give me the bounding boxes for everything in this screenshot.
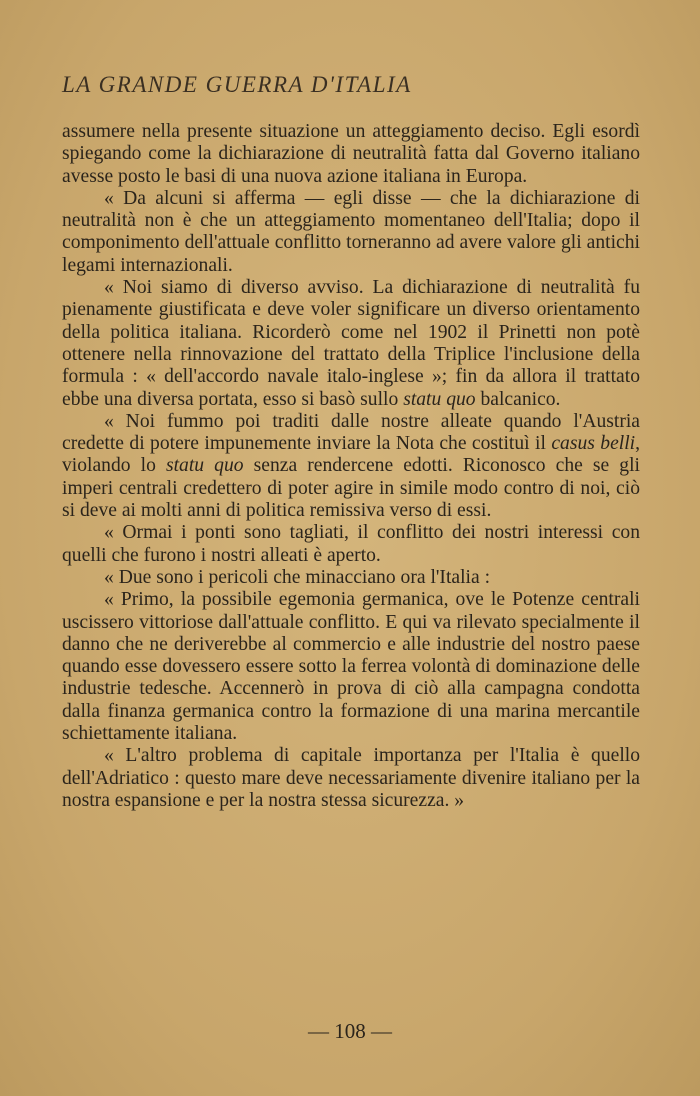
paragraph-text: « Noi fummo poi traditi dalle nostre alleate quando l'Austria credette di potere impunemente inviare la Nota che costituì il [62,410,640,455]
paragraph-text: balcanico. [475,388,561,410]
paragraph-quote-7: « L'altro problema di capitale importanza per l'Italia è quello dell'Adriatico : questo mare deve necessariamente divenire italiano per la nostra espansione e per la nostra stessa sicurezza. » [62,745,640,811]
latin-phrase: statu quo [403,388,476,410]
page-number: — 108 — [308,1019,392,1043]
paragraph-text: « Noi siamo di diverso avviso. La dichiarazione di neutralità fu pienamente giustificata e deve voler significare un diverso orientamento della politica italiana. Ricorderò come nel 1902 il Prinetti non potè ottenere nella rinnovazione del trattato della Triplice l'inclusione della formula : « dell'accordo navale italo-inglese »; fin da allora il trattato ebbe una diversa portata, esso si basò sullo [62,277,640,410]
latin-phrase: statu quo [165,455,244,477]
paragraph-quote-1: « Da alcuni si afferma — egli disse — che la dichiarazione di neutralità non è che un atteggiamento momentaneo dell'Italia; dopo il componimento dell'attuale conflitto torneranno ad avere valore gli antichi legami internazionali. [62,187,640,276]
latin-phrase: casus belli [551,433,636,455]
paragraph-text: , violando lo [62,433,641,477]
paragraph-quote-2 [62,277,640,411]
running-title: LA GRANDE GUERRA D'ITALIA [62,72,412,97]
paragraph-text: senza rendercene edotti. Riconosco che se gli imperi centrali credettero di poter agire in simile modo contro di noi, ciò si deve ai molti anni di politica remissiva verso di essi. [62,455,640,522]
paragraph-quote-3 [62,411,640,522]
paragraph-quote-4: « Ormai i ponti sono tagliati, il conflitto dei nostri interessi con quelli che furono i nostri alleati è aperto. [62,522,640,566]
paragraph-continuation: assumere nella presente situazione un atteggiamento deciso. Egli esordì spiegando come la dichiarazione di neutralità fatta dal Governo italiano avesse posto le basi di una nuova azione italiana in Europa. [62,121,640,187]
paragraph-quote-6: « Primo, la possibile egemonia germanica, ove le Potenze centrali uscissero vittoriose dall'attuale conflitto. E qui va rilevato specialmente il danno che ne deriverebbe al commercio e alle industrie del nostro paese quando esse dovessero essere sotto la ferrea volontà di dominazione delle industrie tedesche. Accennerò in prova di ciò alla campagna condotta dalla finanza germanica contro la formazione di una marina mercantile schiettamente italiana. [62,589,640,745]
paragraph-quote-5: « Due sono i pericoli che minacciano ora l'Italia : [104,566,491,588]
body-text [62,121,640,812]
